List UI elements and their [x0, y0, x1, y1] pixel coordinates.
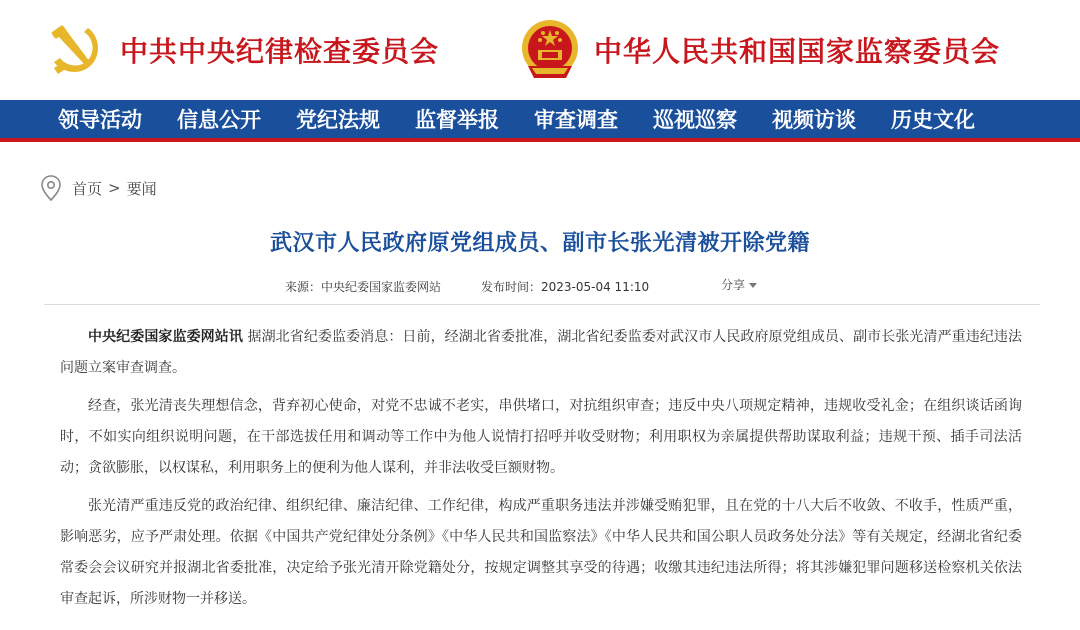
- breadcrumb-home[interactable]: 首页: [72, 179, 103, 198]
- party-emblem-icon: [44, 18, 108, 82]
- nav-item-leadership[interactable]: 领导活动: [58, 107, 142, 132]
- brand-nsc-title: 中华人民共和国国家监察委员会: [594, 35, 1001, 68]
- article-published-time: 发布时间：2023-05-04 11:10: [481, 280, 650, 294]
- meta-divider: [44, 304, 1040, 305]
- main-nav: [0, 100, 1080, 142]
- brand-nsc[interactable]: [518, 0, 1000, 100]
- nav-item-inspection[interactable]: 巡视巡察: [653, 107, 737, 132]
- breadcrumb: [40, 174, 157, 202]
- nav-item-reporting[interactable]: 监督举报: [415, 107, 499, 132]
- nav-item-history[interactable]: 历史文化: [891, 107, 975, 132]
- nav-item-regulations[interactable]: 党纪法规: [296, 107, 380, 132]
- article-paragraph-1: [60, 322, 1022, 384]
- breadcrumb-separator: >: [108, 179, 121, 197]
- nav-item-investigation[interactable]: 审查调查: [534, 107, 618, 132]
- brand-ccdi-title: 中共中央纪律检查委员会: [120, 35, 440, 68]
- location-pin-icon: [40, 175, 62, 201]
- share-button[interactable]: [721, 276, 757, 293]
- article-body: [60, 322, 1022, 622]
- nav-item-video[interactable]: 视频访谈: [772, 107, 856, 132]
- brand-ccdi[interactable]: [44, 0, 439, 100]
- nav-item-info[interactable]: 信息公开: [177, 107, 261, 132]
- caret-down-icon: [749, 283, 757, 288]
- article-lead: 中央纪委国家监委网站讯: [88, 329, 243, 345]
- share-label: 分享: [721, 278, 746, 292]
- article-title: 武汉市人民政府原党组成员、副市长张光清被开除党籍: [269, 231, 810, 256]
- article-paragraph-3: 张光清严重违反党的政治纪律、组织纪律、廉洁纪律、工作纪律，构成严重职务违法并涉嫌受贿犯罪，且在党的十八大后不收敛、不收手，性质严重，影响恶劣，应予严肃处理。依据《中国共产党纪律处分条例》《中华人民共和国监察法》《中华人民共和国公职人员政务处分法》等有关规定，经湖北省纪委常委会会议研究并报湖北省委批准，决定给予张光清开除党籍处分，按规定调整其享受的待遇；收缴其违纪违法所得；将其涉嫌犯罪问题移送检察机关依法审查起诉，所涉财物一并移送。: [60, 498, 1022, 607]
- national-emblem-icon: [518, 18, 582, 82]
- article-paragraph-1-text: 据湖北省纪委监委消息：日前，经湖北省委批准，湖北省纪委监委对武汉市人民政府原党组成员、副市长张光清严重违纪违法问题立案审查调查。: [60, 329, 1023, 376]
- article-paragraph-2: 经查，张光清丧失理想信念，背弃初心使命，对党不忠诚不老实，串供堵口，对抗组织审查；违反中央八项规定精神，违规收受礼金；在组织谈话函询时，不如实向组织说明问题，在干部选拔任用和调动等工作中为他人说情打招呼并收受财物；利用职权为亲属提供帮助谋取利益；违规干预、插手司法活动；贪欲膨胀，以权谋私，利用职务上的便利为他人谋利，并非法收受巨额财物。: [60, 398, 1022, 476]
- article-source: 来源：中央纪委国家监委网站: [285, 280, 442, 294]
- breadcrumb-current[interactable]: 要闻: [126, 179, 157, 198]
- site-header: [0, 0, 1080, 100]
